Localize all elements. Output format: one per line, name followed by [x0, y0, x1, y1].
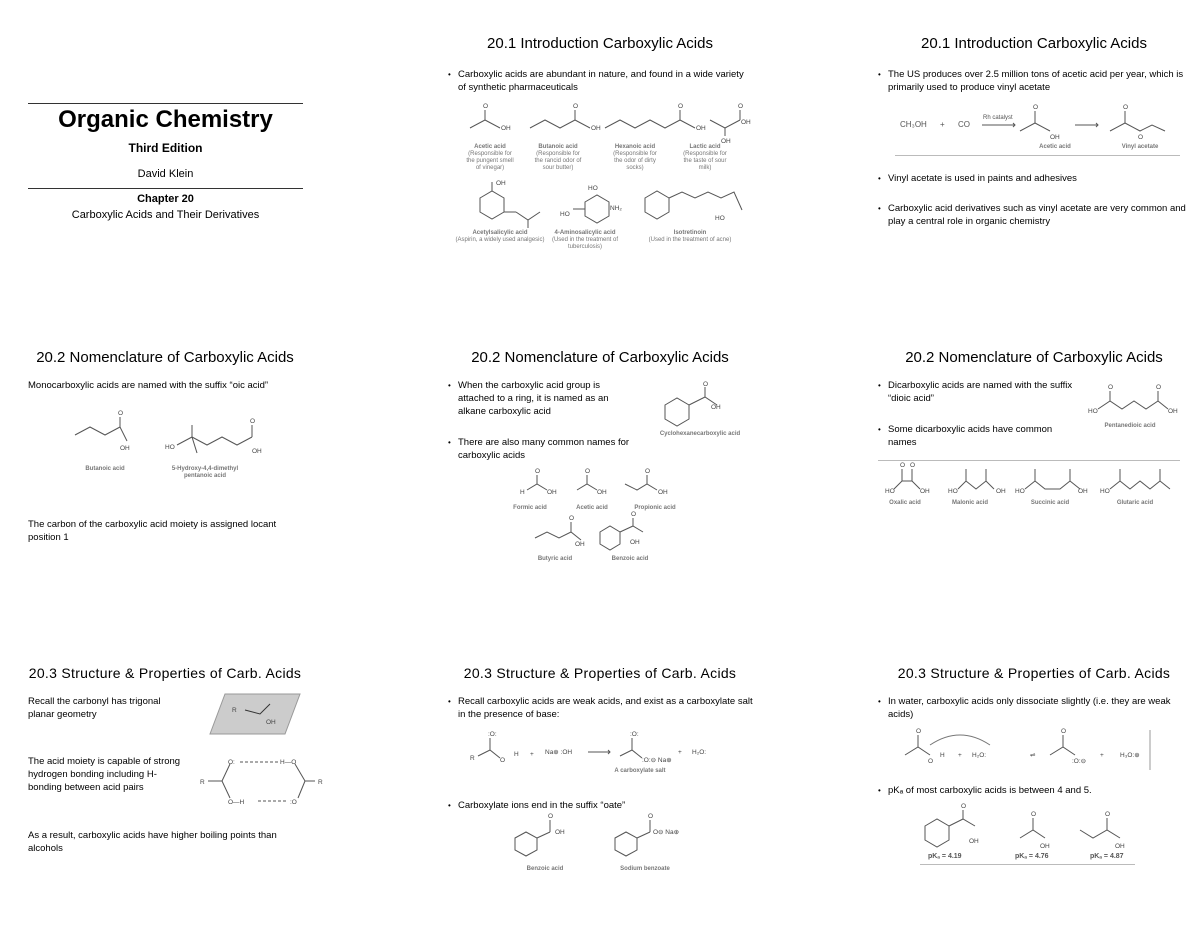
- svg-text::O:⊖ Na⊕: :O:⊖ Na⊕: [642, 757, 672, 764]
- caption-acetylsalicylic-acid: Acetylsalicylic acid (Aspirin, a widely used analgesic): [455, 230, 545, 243]
- svg-text:NH₂: NH₂: [610, 205, 622, 212]
- svg-text:O: O: [573, 103, 579, 110]
- svg-text:OH: OH: [711, 404, 721, 411]
- svg-text:⇌: ⇌: [1030, 752, 1036, 759]
- svg-text:+: +: [530, 751, 534, 758]
- svg-text:OH: OH: [547, 489, 557, 496]
- svg-text:O: O: [585, 468, 591, 475]
- svg-text:O: O: [535, 468, 541, 475]
- caption-butyric-acid: Butyric acid: [537, 556, 573, 562]
- cover-title: Organic Chemistry: [58, 106, 273, 133]
- bullet: • Carboxylic acids are abundant in nature, and found in a wide variety of synthetic pharmaceuticals: [448, 68, 748, 94]
- svg-text:OH: OH: [252, 448, 262, 455]
- molecule-structures-row-2: [460, 180, 750, 230]
- bullet: • When the carboxylic acid group is attached to a ring, it is named as an alkane carboxylic acid: [448, 379, 633, 418]
- svg-text:+: +: [678, 749, 682, 756]
- reactant-methanol: CH₃OH: [900, 120, 927, 129]
- svg-text:R: R: [470, 755, 475, 762]
- svg-text::O:⊖: :O:⊖: [1072, 758, 1087, 765]
- svg-text:O: O: [1105, 811, 1111, 818]
- caption-isotretinoin: Isotretinoin (Used in the treatment of acne): [648, 230, 732, 243]
- molecule-structures: [75, 410, 275, 455]
- svg-text:OH: OH: [630, 539, 640, 546]
- svg-text:OH: OH: [1168, 408, 1178, 415]
- cover-chapter: Chapter 20: [137, 193, 194, 205]
- svg-text:OH: OH: [591, 125, 601, 132]
- svg-text:HO: HO: [1088, 408, 1098, 415]
- svg-text:R: R: [318, 779, 323, 786]
- svg-text:O: O: [645, 468, 651, 475]
- svg-text::O:: :O:: [630, 731, 639, 738]
- svg-text:HO: HO: [885, 488, 895, 495]
- svg-text:OH: OH: [496, 180, 506, 187]
- svg-text:H: H: [520, 489, 525, 496]
- bullet: • Carboxylic acid derivatives such as vinyl acetate are very common and play a central role in organic chemistry: [878, 202, 1193, 228]
- caption-aminosalicylic-acid: 4-Aminosalicylic acid (Used in the treatment of tuberculosis): [551, 230, 619, 250]
- svg-text:OH: OH: [266, 719, 276, 726]
- svg-text::O: :O: [290, 799, 297, 806]
- svg-text:OH: OH: [741, 119, 751, 126]
- svg-text:O: O: [483, 103, 489, 110]
- pka-propionic: pKₐ = 4.87: [1090, 853, 1124, 860]
- svg-text:O: O: [961, 803, 967, 810]
- bullet: • Dicarboxylic acids are named with the suffix “dioic acid”: [878, 379, 1073, 405]
- body-text: Monocarboxylic acids are named with the suffix “oic acid”: [28, 380, 269, 391]
- svg-text:O: O: [548, 813, 554, 820]
- divider: [28, 188, 303, 189]
- svg-text:OH: OH: [597, 489, 607, 496]
- svg-text:O—H: O—H: [228, 799, 245, 806]
- svg-text:H: H: [940, 752, 945, 759]
- svg-text:O: O: [500, 757, 506, 764]
- bullet: • Vinyl acetate is used in paints and adhesives: [878, 172, 1188, 185]
- svg-text:OH: OH: [920, 488, 930, 495]
- svg-text:OH: OH: [575, 541, 585, 548]
- slide-title: 20.1 Introduction Carboxylic Acids: [921, 35, 1147, 52]
- svg-text:O: O: [1031, 811, 1037, 818]
- caption-butanoic-acid: Butanoic acid (Responsible for the rancid odor of sour butter): [534, 144, 582, 171]
- body-text: The acid moiety is capable of strong hydrogen bonding including H-bonding between acid pairs: [28, 756, 181, 793]
- svg-text:OH: OH: [555, 829, 565, 836]
- slide-title: 20.1 Introduction Carboxylic Acids: [487, 35, 713, 52]
- dissociation-equilibrium: [900, 725, 1175, 775]
- svg-text:OH: OH: [996, 488, 1006, 495]
- bullet: • There are also many common names for carboxylic acids: [448, 436, 633, 462]
- common-acid-structures: [515, 470, 685, 560]
- bullet: • pKₐ of most carboxylic acids is between 4 and 5.: [878, 784, 1188, 797]
- svg-text::O:: :O:: [488, 731, 497, 738]
- cover-edition: Third Edition: [128, 141, 203, 155]
- caption-glutaric-acid: Glutaric acid: [1116, 500, 1154, 506]
- slide-title: 20.3 Structure & Properties of Carb. Acids: [463, 665, 737, 681]
- body-text: Recall the carbonyl has trigonal planar geometry: [28, 696, 161, 720]
- caption-butanoic-acid: Butanoic acid: [85, 466, 125, 472]
- svg-text:OH: OH: [721, 138, 731, 145]
- reaction-structures: [980, 105, 1180, 145]
- slide-title: 20.3 Structure & Properties of Carb. Acids: [28, 665, 302, 681]
- svg-text:HO: HO: [165, 444, 175, 451]
- svg-text:O: O: [1061, 728, 1067, 735]
- svg-text:HO: HO: [1015, 488, 1025, 495]
- svg-text:O: O: [910, 462, 916, 469]
- svg-text:O: O: [118, 410, 124, 417]
- reactant-co: CO: [958, 120, 970, 129]
- caption-hexanoic-acid: Hexanoic acid (Responsible for the odor of dirty socks): [613, 144, 657, 171]
- svg-text:+: +: [958, 752, 962, 759]
- divider: [920, 864, 1135, 865]
- svg-text:R: R: [200, 779, 205, 786]
- svg-text:O: O: [900, 462, 906, 469]
- svg-text:O: O: [738, 103, 744, 110]
- slide-title: 20.2 Nomenclature of Carboxylic Acids: [905, 349, 1163, 366]
- trigonal-planar-diagram: [210, 690, 310, 740]
- svg-text:OH: OH: [1050, 134, 1060, 141]
- bullet: • In water, carboxylic acids only dissociate slightly (i.e. they are weak acids): [878, 695, 1188, 721]
- svg-text:O: O: [631, 511, 637, 518]
- slide-title: 20.2 Nomenclature of Carboxylic Acids: [471, 349, 729, 366]
- caption-benzoic-acid: Benzoic acid: [526, 866, 564, 872]
- benzoate-structures: [510, 812, 710, 862]
- svg-text:OH: OH: [696, 125, 706, 132]
- svg-text:O: O: [1138, 134, 1144, 141]
- svg-text:HO: HO: [948, 488, 958, 495]
- svg-text:OH: OH: [1040, 843, 1050, 850]
- slide-title: 20.2 Nomenclature of Carboxylic Acids: [36, 349, 294, 366]
- svg-text:H₂O:: H₂O:: [692, 749, 707, 756]
- caption-succinic-acid: Succinic acid: [1030, 500, 1070, 506]
- svg-text:O: O: [928, 758, 934, 765]
- caption-malonic-acid: Malonic acid: [951, 500, 988, 506]
- svg-text:H₂O:: H₂O:: [972, 752, 987, 759]
- svg-text:O:: O:: [228, 759, 235, 766]
- svg-text:OH: OH: [1115, 843, 1125, 850]
- divider: [878, 460, 1180, 461]
- caption-benzoic-acid: Benzoic acid: [611, 556, 649, 562]
- molecule-structures-row: [470, 102, 760, 145]
- svg-text:H₃O:⊕: H₃O:⊕: [1120, 752, 1140, 759]
- svg-text:O: O: [569, 515, 575, 522]
- cover-author: David Klein: [137, 168, 194, 180]
- svg-text:O: O: [1033, 104, 1039, 111]
- caption-pentanedioic-acid: Pentanedioic acid: [1104, 423, 1156, 429]
- dicarboxylic-acid-structures: [880, 463, 1180, 498]
- slide-title: 20.3 Structure & Properties of Carb. Acids: [897, 665, 1171, 681]
- svg-text:Na⊕ :OH: Na⊕ :OH: [545, 749, 573, 756]
- caption-lactic-acid: Lactic acid (Responsible for the taste of sour milk): [683, 144, 727, 171]
- caption-propionic-acid: Propionic acid: [634, 505, 676, 511]
- bullet: • Some dicarboxylic acids have common names: [878, 423, 1073, 449]
- caption-vinyl-acetate: Vinyl acetate: [1121, 144, 1159, 150]
- carboxylate-salt-reaction: [470, 732, 730, 772]
- cyclohexanecarboxylic-acid-structure: [665, 383, 745, 433]
- svg-text:O: O: [250, 418, 256, 425]
- svg-text:O: O: [1156, 384, 1162, 391]
- svg-text:OH: OH: [969, 838, 979, 845]
- svg-text:O: O: [916, 728, 922, 735]
- plus-sign: +: [940, 120, 945, 129]
- caption-acetic-acid: Acetic acid (Responsible for the pungent smell of vinegar): [466, 144, 514, 171]
- caption-acetic-acid: Acetic acid: [576, 505, 608, 511]
- caption-cyclohexanecarboxylic-acid: Cyclohexanecarboxylic acid: [659, 431, 741, 437]
- svg-text:OH: OH: [658, 489, 668, 496]
- svg-text:O: O: [703, 381, 709, 388]
- caption-sodium-benzoate: Sodium benzoate: [620, 866, 670, 872]
- caption-hydroxy-dimethyl-pentanoic-acid: 5-Hydroxy-4,4-dimethyl pentanoic acid: [171, 466, 239, 479]
- caption-carboxylate-salt: A carboxylate salt: [614, 768, 666, 774]
- svg-text:O: O: [1123, 104, 1129, 111]
- caption-formic-acid: Formic acid: [513, 505, 547, 511]
- svg-text:HO: HO: [715, 215, 725, 222]
- bullet: • Recall carboxylic acids are weak acids, and exist as a carboxylate salt in the presence of base:: [448, 695, 758, 721]
- svg-text:O: O: [1108, 384, 1114, 391]
- svg-text:H: H: [514, 751, 519, 758]
- pka-structures: [915, 803, 1155, 853]
- pka-acetic: pKₐ = 4.76: [1015, 853, 1049, 860]
- divider: [28, 103, 303, 104]
- svg-text:H—O: H—O: [280, 759, 297, 766]
- svg-text:HO: HO: [1100, 488, 1110, 495]
- bullet: • Carboxylate ions end in the suffix “oate”: [448, 799, 758, 812]
- body-text: As a result, carboxylic acids have higher boiling points than alcohols: [28, 830, 277, 854]
- svg-text:HO: HO: [588, 185, 598, 192]
- svg-text:R: R: [232, 707, 237, 714]
- hydrogen-bonding-diagram: [200, 752, 330, 807]
- svg-text:OH: OH: [1078, 488, 1088, 495]
- svg-text:OH: OH: [120, 445, 130, 452]
- body-text: The carbon of the carboxylic acid moiety is assigned locant position 1: [28, 519, 277, 543]
- svg-text:OH: OH: [501, 125, 511, 132]
- divider: [895, 155, 1180, 156]
- caption-acetic-acid: Acetic acid: [1039, 144, 1071, 150]
- svg-text:O⊖ Na⊕: O⊖ Na⊕: [653, 829, 680, 836]
- svg-text:O: O: [648, 813, 654, 820]
- caption-oxalic-acid: Oxalic acid: [889, 500, 921, 506]
- bullet: • The US produces over 2.5 million tons of acetic acid per year, which is primarily used to produce vinyl acetate: [878, 68, 1188, 94]
- svg-text:O: O: [678, 103, 684, 110]
- svg-text:+: +: [1100, 752, 1104, 759]
- catalyst-label: Rh catalyst: [983, 115, 1013, 121]
- svg-text:HO: HO: [560, 211, 570, 218]
- pentanedioic-acid-structure: [1088, 385, 1188, 420]
- pka-benzoic: pKₐ = 4.19: [928, 853, 962, 860]
- cover-subtitle: Carboxylic Acids and Their Derivatives: [71, 209, 260, 221]
